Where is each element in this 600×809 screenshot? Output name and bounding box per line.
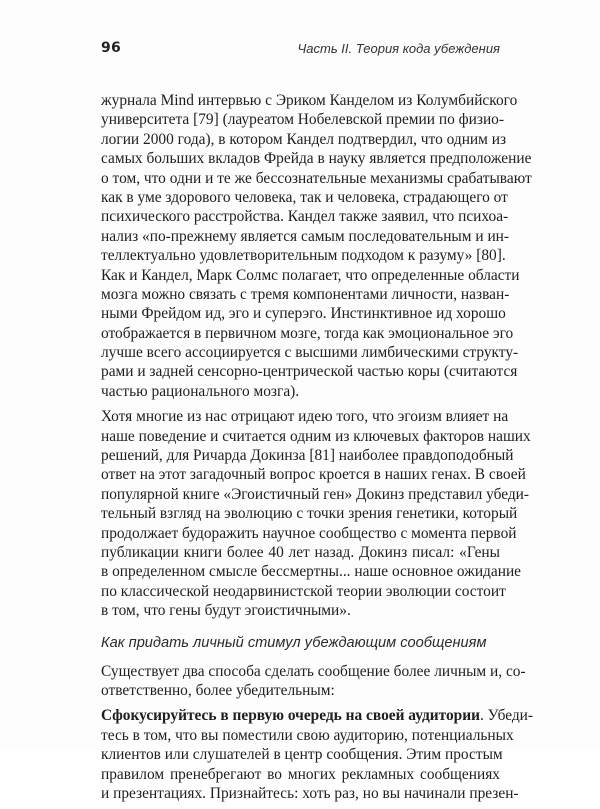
- paragraph-kandel: [101, 91, 532, 401]
- text-line: теллектуально удовлетворительным подходом к разуму» [80].: [101, 247, 506, 265]
- text-line: частью рационального мозга).: [101, 382, 300, 400]
- paragraph-focus-audience: [101, 706, 534, 803]
- text-line: ответ на этот загадочный вопрос кроется в наших генах. В своей: [101, 466, 526, 484]
- text-line: [101, 706, 534, 725]
- text-line: тесь в том, что вы поместили свою аудиторию, потенциальных: [101, 726, 514, 744]
- text-line: наше поведение и считается одним из ключевых факторов наших: [101, 427, 531, 445]
- text-line: и презентациях. Признайтесь: хоть раз, но вы начинали презен-: [101, 784, 519, 802]
- body-text: [101, 91, 534, 809]
- text-line: нализ «по-прежнему является самым последовательным и ин-: [101, 227, 510, 245]
- text-line: публикации книги более 40 лет назад. Докинз писал: «Гены: [101, 543, 500, 561]
- text-line: по классической неодарвинистской теории эволюции состоит: [101, 582, 506, 600]
- text-line: психического расстройства. Кандел также заявил, что психоа-: [101, 208, 509, 226]
- text-line: логии 2000 года), в котором Кандел подтвердил, что одним из: [101, 130, 507, 148]
- text-line: журнала Mind интервью с Эриком Канделом из Колумбийского: [101, 92, 518, 109]
- text-line: Как и Кандел, Марк Солмс полагает, что определенные области: [101, 266, 520, 284]
- paragraph-dawkins: [101, 407, 531, 620]
- text-line: Хотя многие из нас отрицают идею того, что эгоизм влияет на: [101, 408, 509, 426]
- text-line: рами и задней сенсорно-центрической частью коры (считаются: [101, 363, 518, 381]
- first-line-rest: . Убеди-: [479, 707, 534, 725]
- paragraph-intro: [101, 662, 526, 701]
- text-line: как в уме здорового человека, так и человека, страдающего от: [101, 188, 508, 206]
- text-line: продолжает будоражить научное сообщество с момента первой: [101, 524, 517, 542]
- page-number: 96: [101, 40, 122, 56]
- text-line: решений, для Ричарда Докинза [81] наиболее правдоподобный: [101, 447, 514, 465]
- text-line: лучше всего ассоциируется с высшими лимбическими структу-: [101, 344, 519, 362]
- page-header: [101, 40, 500, 62]
- text-line: в определенном смысле бессмертны... наше основное ожидание: [101, 563, 522, 581]
- text-line: ными Фрейдом ид, эго и суперэго. Инстинктивное ид хорошо: [101, 305, 506, 323]
- text-line: отображается в первичном мозге, тогда как эмоциональное эго: [101, 324, 514, 342]
- text-line: о том, что одни и те же бессознательные механизмы срабатывают: [101, 169, 532, 187]
- text-line: университета [79] (лауреатом Нобелевской премии по физио-: [101, 111, 504, 129]
- bold-lead-phrase: Сфокусируйтесь в первую очередь на своей аудитории: [101, 707, 480, 725]
- text-line: мозга можно связать с тремя компонентами личности, назван-: [101, 285, 510, 303]
- section-subheading: Как придать личный стимул убеждающим сообщениям: [101, 634, 487, 651]
- text-line: популярной книге «Эгоистичный ген» Докинз представил убеди-: [101, 485, 530, 503]
- text-line: ответственно, более убедительным:: [101, 681, 335, 699]
- running-head: Часть II. Теория кода убеждения: [297, 41, 500, 56]
- text-line: Существует два способа сделать сообщение более личным и, со-: [101, 662, 526, 680]
- text-line: правилом пренебрегают во многих рекламных сообщениях: [101, 765, 500, 783]
- text-line: клиентов или слушателей в центр сообщения. Этим простым: [101, 746, 503, 764]
- text-line: тельный взгляд на эволюцию с точки зрения генетики, который: [101, 505, 518, 523]
- text-line: самых больших вкладов Фрейда в науку является предположение: [101, 150, 532, 168]
- text-line: в том, что гены будут эгоистичными».: [101, 602, 351, 620]
